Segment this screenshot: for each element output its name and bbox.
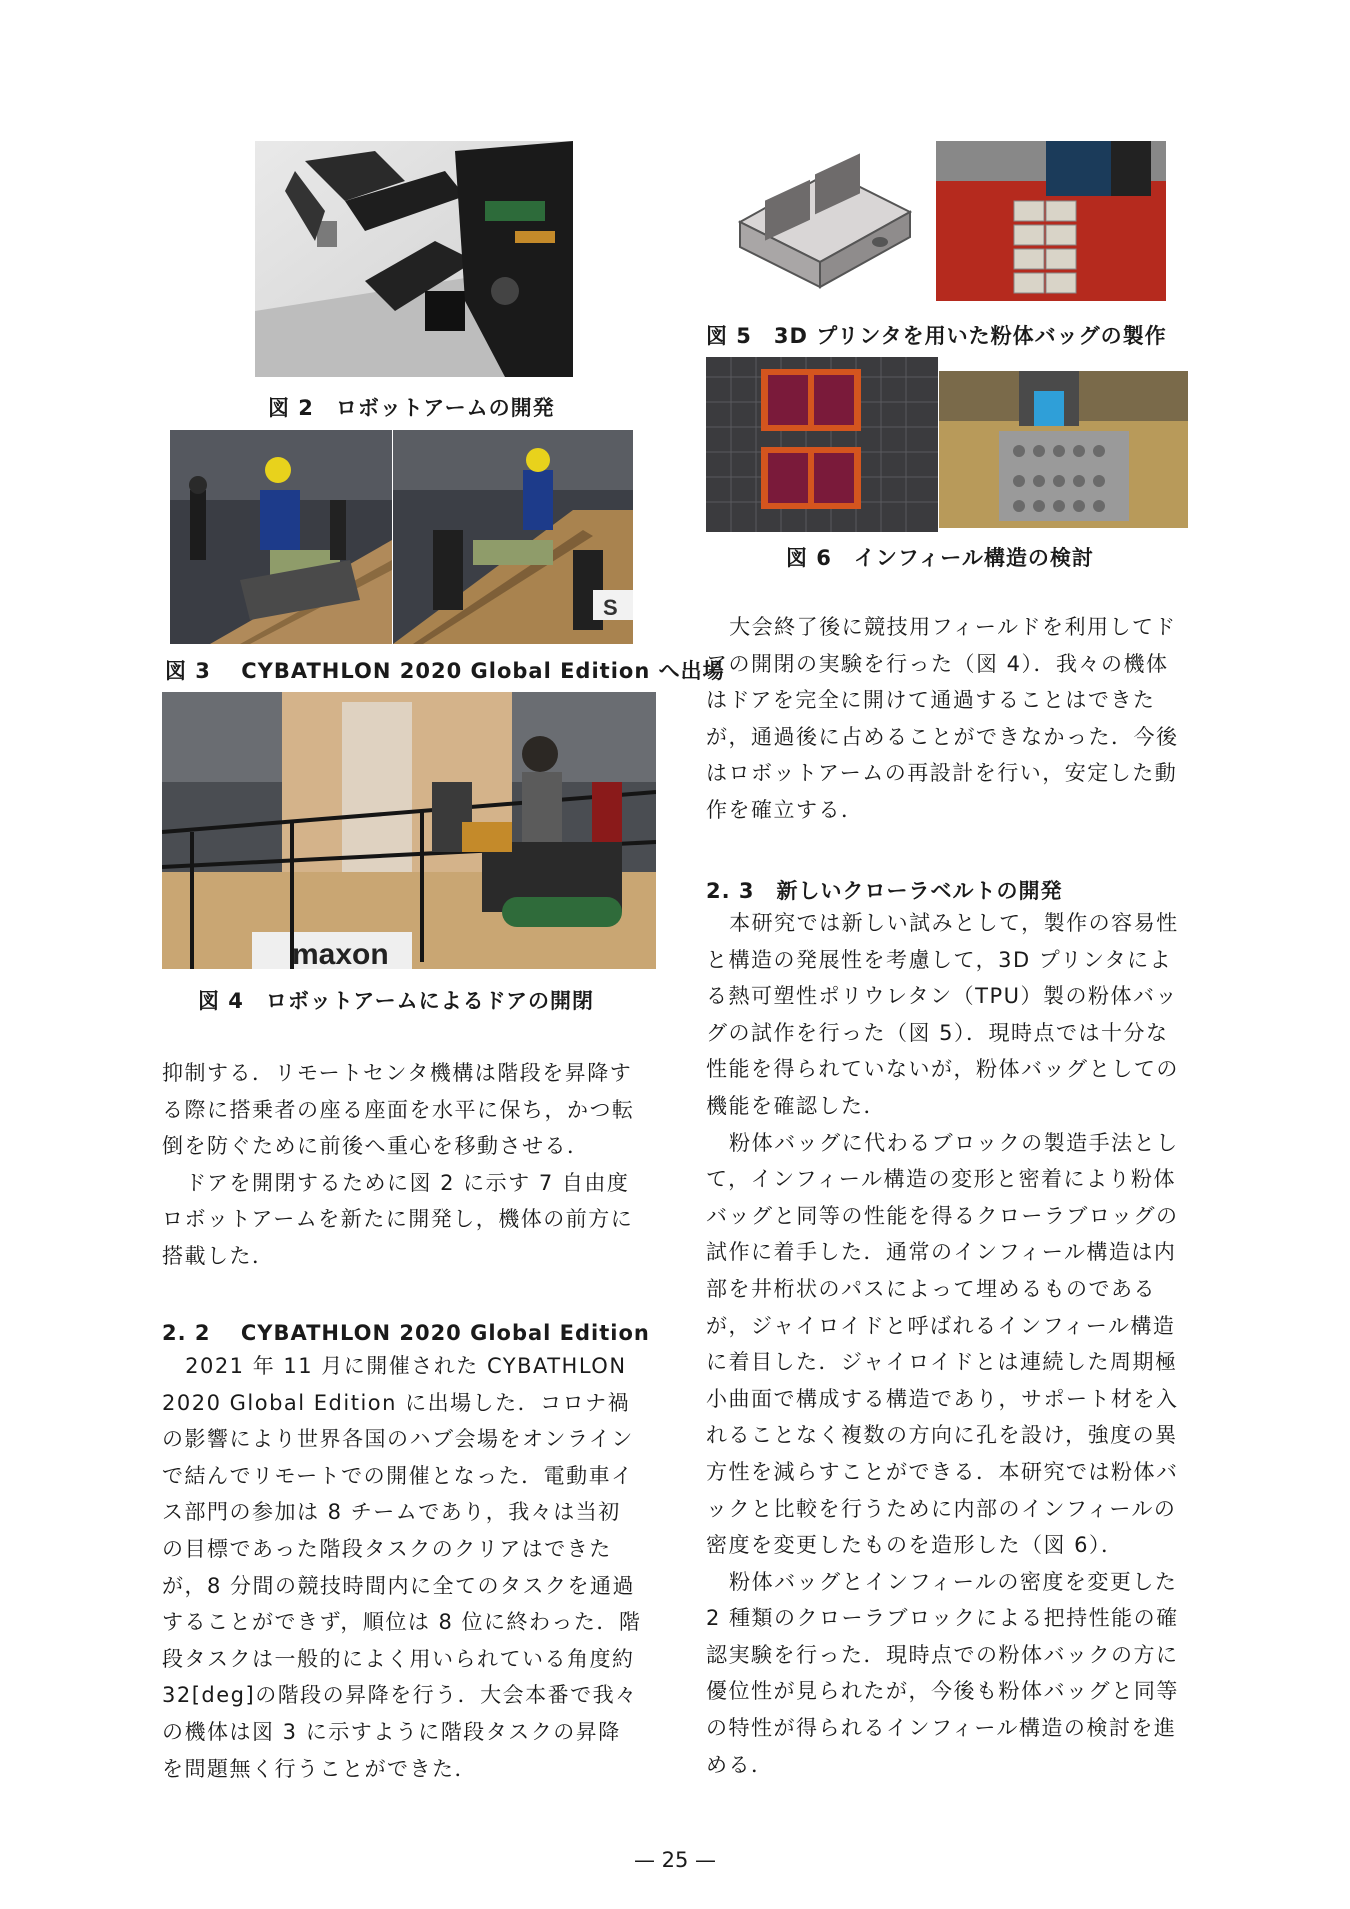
right-paragraph-1: 大会終了後に競技用フィールドを利用してドアの開閉の実験を行った（図 4）．我々の機体はドアを完全に開けて通過することはできたが，通過後に占めることができなかった．今後はロボットアームの再設計を行い，安定した動作を確立する． xyxy=(706,615,1179,822)
figure-5-caption: 図 5 3D プリンタを用いた粉体バッグの製作 xyxy=(706,324,1167,348)
powder-bag-cad-image xyxy=(730,152,920,302)
left-text-block-1 xyxy=(162,1055,642,1275)
figure-3-photo-right xyxy=(393,430,633,644)
right-text-block-2 xyxy=(706,905,1186,1783)
3d-printing-image xyxy=(936,141,1166,301)
section-heading-2-3: 2. 3 新しいクローラベルトの開発 xyxy=(706,879,1063,903)
maxon-sign-text: maxon xyxy=(292,938,389,969)
right-paragraph-4: 粉体バッグとインフィールの密度を変更した 2 種類のクローラブロックによる把持性能の確認実験を行った．現時点での粉体バックの方に優位性が見られたが，今後も粉体バッグと同等の特性が得られるインフィール構造の検討を進める． xyxy=(706,1569,1179,1777)
stair-task-image-1 xyxy=(170,430,392,644)
figure-2-caption: 図 2 ロボットアームの開発 xyxy=(268,396,555,420)
left-paragraph-1: 抑制する．リモートセンタ機構は階段を昇降する際に搭乗者の座る座面を水平に保ち，かつ転倒を防ぐために前後へ重心を移動させる． xyxy=(162,1061,635,1159)
figure-3-photo-left xyxy=(170,430,392,644)
figure-6-slicer-view xyxy=(706,357,938,532)
stair-task-image-2 xyxy=(393,430,633,644)
infill-slicer-image xyxy=(706,357,938,532)
left-paragraph-3: 2021 年 11 月に開催された CYBATHLON 2020 Global Edition に出場した．コロナ禍の影響により世界各国のハブ会場をオンラインで結んでリモートでの開催となった．電動車イス部門の参加は 8 チームであり，我々は当初の目標であった階段タスクのクリアはできたが，8 分間の競技時間内に全てのタスクを通過することができず，順位は 8 位に終わった．階段タスクは一般的によく用いられている角度約 32[deg]の階段の昇降を行う．大会本番で我々の機体は図 3 に示すように階段タスクの昇降を問題無く行うことができた． xyxy=(162,1354,642,1781)
figure-2-photo xyxy=(255,141,573,377)
robot-arm-image xyxy=(255,141,573,377)
figure-3-caption: 図 3 CYBATHLON 2020 Global Edition へ出場 xyxy=(165,659,725,683)
figure-6-caption: 図 6 インフィール構造の検討 xyxy=(786,546,1094,570)
figure-5-printing-photo xyxy=(936,141,1166,301)
s-sign-text: S xyxy=(603,595,618,620)
page-number: — 25 — xyxy=(633,1848,717,1872)
section-heading-2-2: 2. 2 CYBATHLON 2020 Global Edition xyxy=(162,1321,650,1345)
right-paragraph-3: 粉体バッグに代わるブロックの製造手法として，インフィール構造の変形と密着により粉体バッグと同等の性能を得るクローラブロッグの試作に着手した．通常のインフィール構造は内部を井桁状のパスによって埋めるものであるが，ジャイロイドと呼ばれるインフィール構造に着目した．ジャイロイドとは連続した周期極小曲面で構成する構造であり，サポート材を入れることなく複数の方向に孔を設け，強度の異方性を減らすことができる．本研究では粉体バックと比較を行うために内部のインフィールの密度を変更したものを造形した（図 6）． xyxy=(706,1130,1179,1558)
left-paragraph-2: ドアを開閉するために図 2 に示す 7 自由度ロボットアームを新たに開発し，機体の前方に搭載した． xyxy=(162,1170,634,1268)
door-opening-image xyxy=(162,692,656,969)
figure-6-printing-photo xyxy=(939,371,1188,528)
right-paragraph-2: 本研究では新しい試みとして，製作の容易性と構造の発展性を考慮して，3D プリンタによる熱可塑性ポリウレタン（TPU）製の粉体バッグの試作を行った（図 5）．現時点では十分な性能を得られていないが，粉体バッグとしての機能を確認した． xyxy=(706,911,1179,1118)
left-text-block-2 xyxy=(162,1348,642,1787)
infill-printing-image xyxy=(939,371,1188,528)
figure-4-photo xyxy=(162,692,656,969)
right-text-block-1 xyxy=(706,609,1186,829)
figure-5-cad-render xyxy=(730,152,920,302)
figure-4-caption: 図 4 ロボットアームによるドアの開閉 xyxy=(198,989,595,1013)
